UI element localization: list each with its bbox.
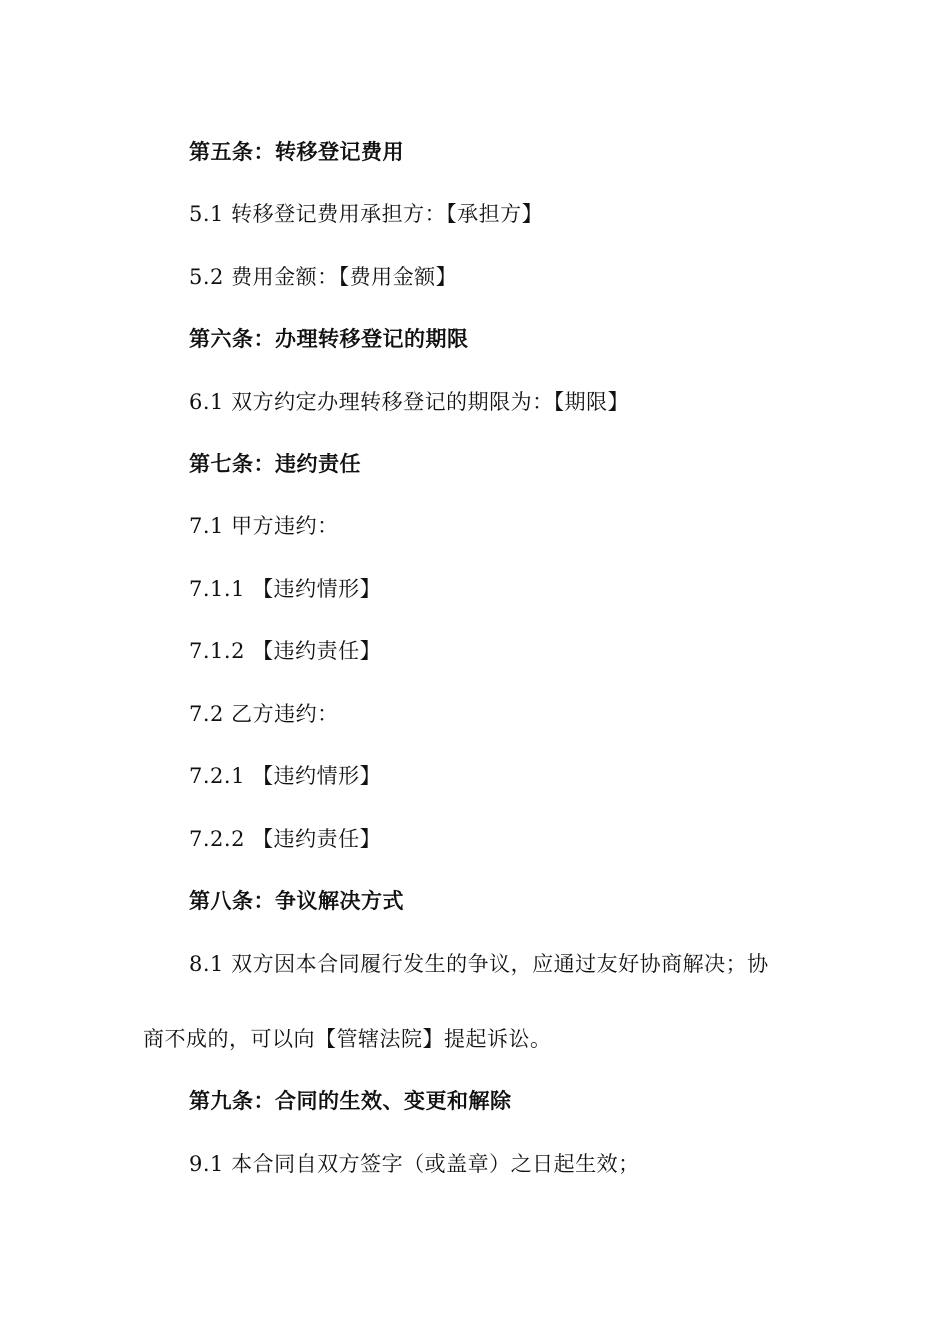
clause-8-1: 8.1 双方因本合同履行发生的争议，应通过友好协商解决；协 — [189, 952, 769, 976]
clause-7-2-2: 7.2.2 【违约责任】 — [189, 827, 382, 851]
article-5-heading: 第五条：转移登记费用 — [189, 140, 404, 164]
clause-5-2: 5.2 费用金额：【费用金额】 — [189, 265, 458, 289]
clause-7-2: 7.2 乙方违约： — [189, 702, 339, 726]
clause-9-1: 9.1 本合同自双方签字（或盖章）之日起生效； — [189, 1152, 640, 1176]
article-8-heading: 第八条：争议解决方式 — [189, 889, 404, 913]
clause-7-2-1: 7.2.1 【违约情形】 — [189, 764, 382, 788]
clause-5-1: 5.1 转移登记费用承担方：【承担方】 — [189, 202, 544, 226]
article-7-heading: 第七条：违约责任 — [189, 452, 361, 476]
clause-6-1: 6.1 双方约定办理转移登记的期限为：【期限】 — [189, 390, 630, 414]
clause-7-1-1: 7.1.1 【违约情形】 — [189, 577, 382, 601]
clause-7-1-2: 7.1.2 【违约责任】 — [189, 639, 382, 663]
clause-7-1: 7.1 甲方违约： — [189, 514, 339, 538]
clause-8-1-continuation: 商不成的，可以向【管辖法院】提起诉讼。 — [143, 1027, 552, 1051]
article-6-heading: 第六条：办理转移登记的期限 — [189, 327, 469, 351]
article-9-heading: 第九条：合同的生效、变更和解除 — [189, 1089, 512, 1113]
